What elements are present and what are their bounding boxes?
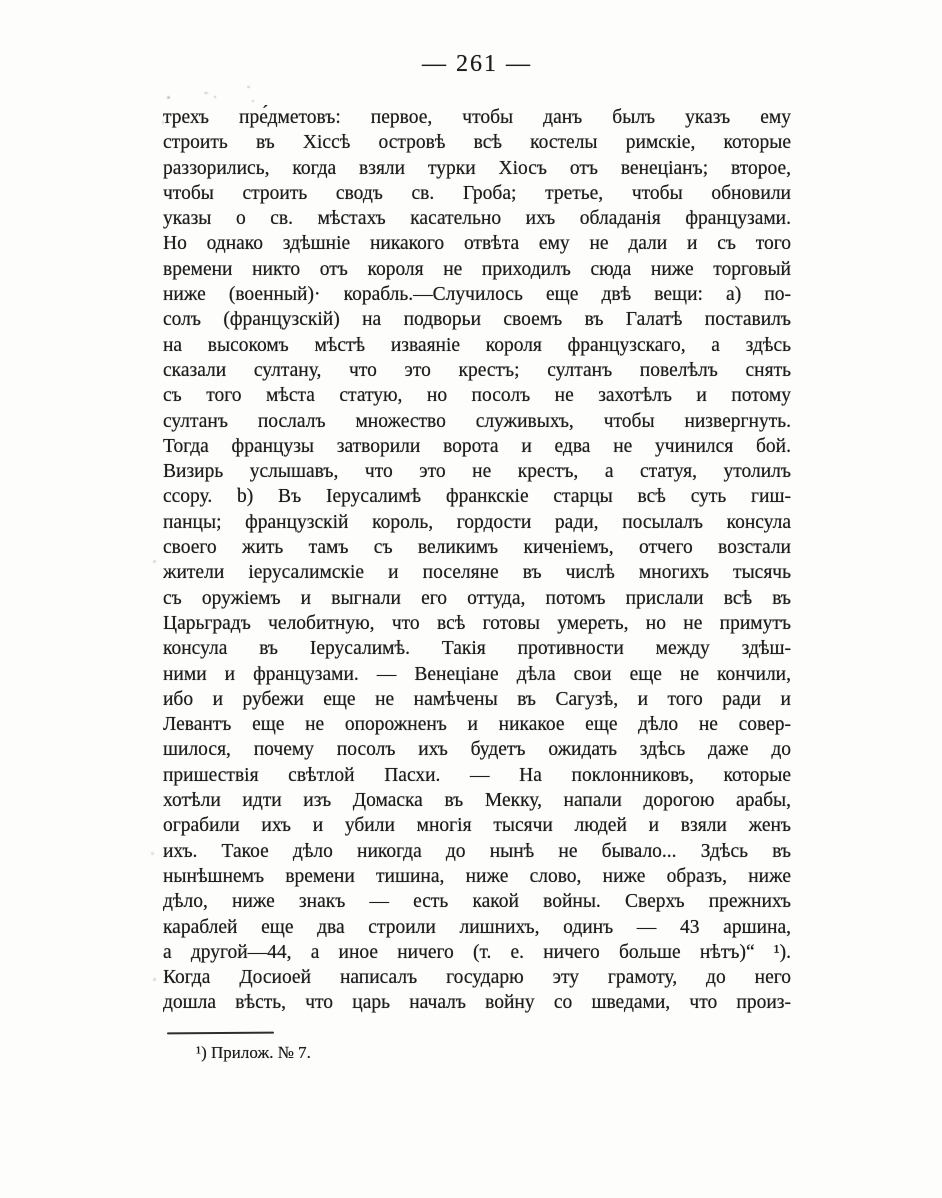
text-line: Тогда французы затворили ворота и едва не учинился бой.: [163, 435, 791, 457]
text-line: ними и французами. — Венеціане дѣла свои еще не кончили,: [163, 663, 791, 685]
text-line: трехъ пре́дметовъ: первое, чтобы данъ былъ указъ ему: [163, 107, 791, 128]
ink-smudge: [252, 100, 254, 102]
text-line: съ оружіемъ и выгнали его оттуда, потомъ прислали всѣ въ: [163, 587, 791, 609]
text-line: строить въ Хіссѣ островѣ всѣ костелы римскіе, которые: [163, 132, 791, 154]
ink-smudge: [214, 96, 216, 98]
text-line: пришествія свѣтлой Пасхи. — На поклонниковъ, которые: [163, 764, 791, 786]
ink-smudge: [151, 852, 154, 855]
text-line: Царьградъ челобитную, что всѣ готовы умереть, но не примутъ: [163, 612, 791, 634]
text-line: Визирь услышавъ, что это не крестъ, а статуя, утолилъ: [163, 461, 791, 483]
text-line: солъ (французскій) на подворьи своемъ въ Галатѣ поставилъ: [163, 309, 791, 331]
text-line: ограбили ихъ и убили многія тысячи людей и взяли женъ: [163, 815, 791, 837]
text-line: караблей еще два строили лишнихъ, одинъ — 43 аршина,: [163, 916, 791, 938]
body-text: [163, 105, 791, 1016]
text-line: ибо и рубежи еще не намѣчены въ Сагузѣ, и того ради и: [163, 688, 791, 710]
text-line: дошла вѣсть, что царь началъ войну со шведами, что произ-: [163, 992, 791, 1014]
text-line: ниже (военный)· корабль.—Случилось еще двѣ вещи: а) по-: [163, 284, 791, 306]
text-line: своего жить тамъ съ великимъ киченіемъ, отчего возстали: [163, 537, 791, 559]
text-line: султанъ послалъ множество служивыхъ, чтобы низвергнуть.: [163, 410, 791, 432]
text-line: времени никто отъ короля не приходилъ сюда ниже торговый: [163, 258, 791, 280]
footnote-separator: [167, 1032, 274, 1035]
text-line: дѣло, ниже знакъ — есть какой войны. Сверхъ прежнихъ: [163, 891, 791, 913]
text-line: консула въ Іерусалимѣ. Такія противности между здѣш-: [163, 638, 791, 660]
text-line: указы о св. мѣстахъ касательно ихъ обладанія французами.: [163, 208, 791, 230]
text-line: съ того мѣста статую, но посолъ не захотѣлъ и потому: [163, 385, 791, 407]
ink-smudge: [153, 978, 156, 981]
footnote-text: ¹) Прилож. № 7.: [196, 1043, 311, 1062]
text-line: ихъ. Такое дѣло никогда до нынѣ не бывало... Здѣсь въ: [163, 840, 791, 862]
text-line: жители іерусалимскіе и поселяне въ числѣ многихъ тысячь: [163, 562, 791, 584]
text-line: шилося, почему посолъ ихъ будетъ ожидать здѣсь даже до: [163, 739, 791, 761]
ink-smudge: [167, 96, 170, 99]
page-number-header: — 261 —: [422, 51, 532, 77]
text-line: Но однако здѣшніе никакого отвѣта ему не дали и съ того: [163, 233, 791, 255]
text-line: нынѣшнемъ времени тишина, ниже слово, ниже образъ, ниже: [163, 865, 791, 887]
text-line: панцы; французскій король, гордости ради, посылалъ консула: [163, 511, 791, 533]
text-line: хотѣли идти изъ Домаска въ Мекку, напали дорогою арабы,: [163, 790, 791, 812]
text-line: Левантъ еще не опорожненъ и никакое еще дѣло не совер-: [163, 714, 791, 736]
text-line: ссору. b) Въ Іерусалимѣ франкскіе старцы всѣ суть гиш-: [163, 486, 791, 508]
text-line: Когда Досиоей написалъ государю эту грамоту, до него: [163, 967, 791, 989]
ink-smudge: [153, 560, 156, 563]
text-line: раззорились, когда взяли турки Хіосъ отъ венеціанъ; второе,: [163, 157, 791, 179]
text-line: а другой—44, а иное ничего (т. е. ничего больше нѣтъ)“ ¹).: [163, 941, 791, 963]
ink-smudge: [247, 86, 250, 88]
text-line: на высокомъ мѣстѣ изваяніе короля французскаго, а здѣсь: [163, 334, 791, 356]
text-line: чтобы строить сводъ св. Гроба; третье, чтобы обновили: [163, 182, 791, 204]
text-line: сказали султану, что это крестъ; султанъ повелѣлъ снять: [163, 359, 791, 381]
ink-smudge: [204, 92, 208, 94]
